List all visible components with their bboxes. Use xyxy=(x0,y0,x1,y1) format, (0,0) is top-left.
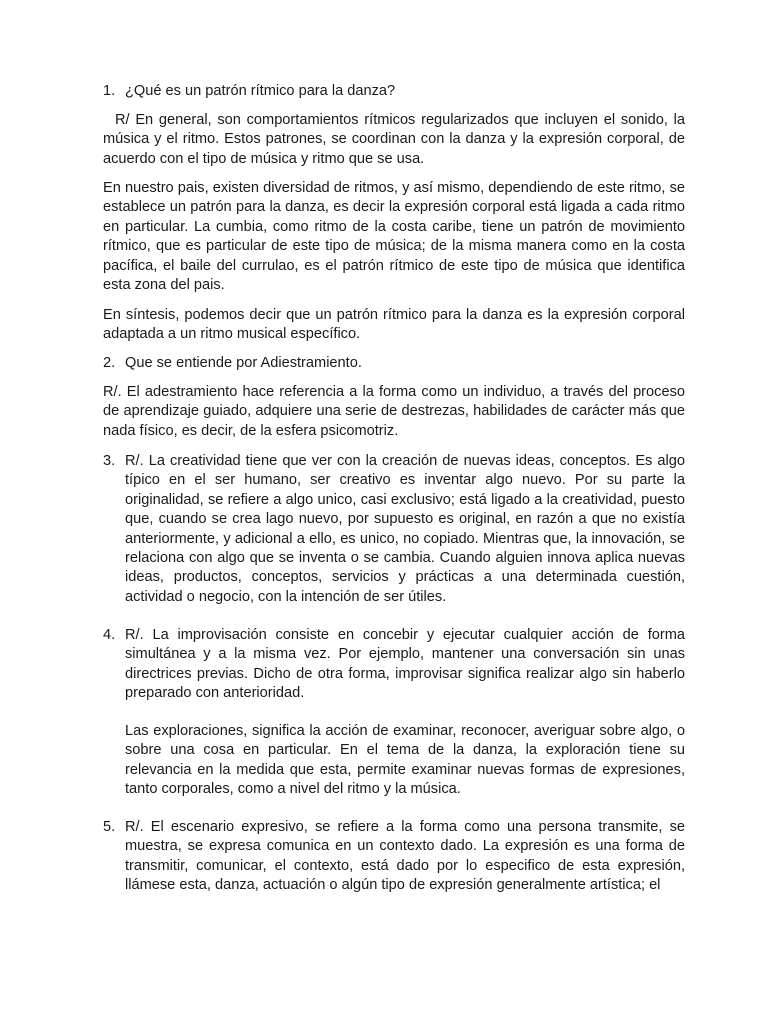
item-4-number: 4. xyxy=(103,627,116,643)
item-3-number: 3. xyxy=(103,453,116,469)
question-1-answer-paragraph-2: En nuestro pais, existen diversidad de ritmos, y así mismo, dependiendo de este ritmo, se establece un patrón para la danza, es decir la expresión corporal está ligada a cada ritmo en particular. La cumbia, como ritmo de la costa caribe, tiene un patrón de movimiento rítmico, que es particular de este tipo de música; de la misma manera como en la costa pacífica, el baile del currulao, es el patrón rítmico de este tipo de música que identifica esta zona del pais. xyxy=(103,180,685,294)
question-2-heading xyxy=(103,354,683,373)
question-2-number: 2. xyxy=(103,355,116,371)
item-4-answer: R/. La improvisación consiste en concebir y ejecutar cualquier acción de forma simultánea y a la misma vez. Por ejemplo, mantener una conversación sin unas directrices previas. Dicho de otra forma, improvisar significa realizar algo sin haberlo preparado con anterioridad. xyxy=(125,627,685,702)
item-5 xyxy=(103,818,685,896)
item-5-answer: R/. El escenario expresivo, se refiere a la forma como una persona transmite, se muestra, se expresa comunica en un contexto dado. La expresión es una forma de transmitir, comunicar, el contexto, está dado por lo especifico de esta expresión, llámese esta, danza, actuación o algún tipo de expresión generalmente artística; el xyxy=(125,819,685,894)
question-1-number: 1. xyxy=(103,83,116,99)
item-3 xyxy=(103,452,685,607)
item-5-number: 5. xyxy=(103,819,116,835)
item-4 xyxy=(103,626,685,704)
question-1-answer-paragraph-3: En síntesis, podemos decir que un patrón rítmico para la danza es la expresión corporal adaptada a un ritmo musical específico. xyxy=(103,307,685,343)
question-2-answer: R/. El adestramiento hace referencia a la forma como un individuo, a través del proceso de aprendizaje guiado, adquiere una serie de destrezas, habilidades de carácter más que nada físico, es decir, de la esfera psicomotriz. xyxy=(103,384,685,439)
item-4-answer-paragraph-2: Las exploraciones, significa la acción de examinar, reconocer, averiguar sobre algo, o sobre una cosa en particular. En el tema de la danza, la exploración tiene su relevancia en la medida que esta, permite examinar nuevas formas de expresiones, tanto corporales, como a nivel del ritmo y la música. xyxy=(125,723,685,798)
question-1-answer-paragraph-1: R/ En general, son comportamientos rítmicos regularizados que incluyen el sonido, la música y el ritmo. Estos patrones, se coordinan con la danza y la expresión corporal, de acuerdo con el tipo de música y ritmo que se usa. xyxy=(103,112,685,167)
item-3-answer: R/. La creatividad tiene que ver con la creación de nuevas ideas, conceptos. Es algo típico en el ser humano, ser creativo es inventar algo nuevo. Por su parte la originalidad, se refiere a algo unico, casi exclusivo; está ligado a la creatividad, puesto que, cuando se crea lago nuevo, por supuesto es original, en razón a que no existía anteriormente, y adicional a ello, es unico, no copiado. Mientras que, la innovación, se relaciona con algo que se inventa o se cambia. Cuando alguien innova aplica nuevas ideas, productos, conceptos, servicios y prácticas a una determinada cuestión, actividad o negocio, con la intención de ser útiles. xyxy=(125,453,685,605)
question-1-heading xyxy=(103,82,683,101)
question-1-text: ¿Qué es un patrón rítmico para la danza? xyxy=(125,83,396,99)
question-2-text: Que se entiende por Adiestramiento. xyxy=(125,355,362,371)
